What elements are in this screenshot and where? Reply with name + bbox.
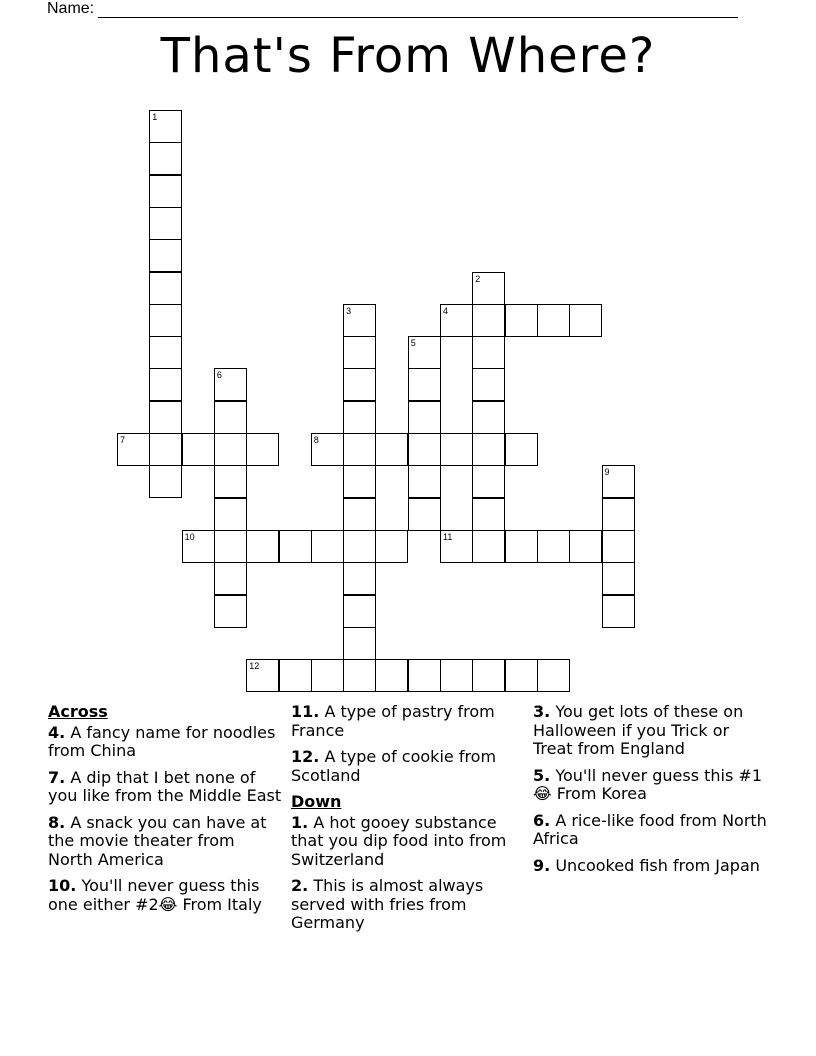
grid-cell[interactable]	[343, 304, 376, 337]
grid-cell[interactable]	[343, 336, 376, 369]
clue-number: 8.	[48, 812, 66, 832]
grid-cell[interactable]	[149, 175, 182, 208]
grid-cell[interactable]	[149, 304, 182, 337]
grid-cell[interactable]	[343, 562, 376, 595]
grid-cell[interactable]	[472, 272, 505, 305]
grid-cell[interactable]	[375, 530, 408, 563]
clue-down-9	[533, 857, 773, 876]
grid-cell[interactable]	[472, 659, 505, 692]
clue-number-label: 5	[410, 338, 416, 349]
grid-cell[interactable]	[182, 433, 215, 466]
clue-number-label: 4	[443, 305, 449, 316]
grid-cell[interactable]	[408, 401, 441, 434]
grid-cell[interactable]	[149, 207, 182, 240]
grid-cell[interactable]	[343, 595, 376, 628]
grid-cell[interactable]	[149, 401, 182, 434]
grid-cell[interactable]	[408, 465, 441, 498]
clue-down-5	[533, 767, 773, 804]
clue-number-label: 3	[346, 305, 352, 316]
clue-number-label: 1	[152, 112, 158, 122]
clue-number: 10.	[48, 876, 77, 895]
grid-cell[interactable]	[214, 433, 247, 466]
grid-cell[interactable]	[149, 433, 182, 466]
grid-cell[interactable]	[472, 433, 505, 466]
clue-number: 11.	[291, 702, 320, 721]
clue-number: 12.	[291, 747, 320, 766]
clue-number-label: 10	[184, 531, 195, 542]
grid-cell[interactable]	[537, 659, 570, 692]
grid-cell[interactable]	[537, 530, 570, 563]
grid-cell[interactable]	[569, 530, 602, 563]
grid-cell[interactable]	[343, 498, 376, 531]
clue-number: 9.	[533, 855, 551, 875]
grid-cell[interactable]	[182, 530, 215, 563]
grid-cell[interactable]	[440, 530, 473, 563]
clue-text: A dip that I bet none of you like from the Middle East	[48, 767, 282, 805]
grid-cell[interactable]	[602, 562, 635, 595]
grid-cell[interactable]	[440, 659, 473, 692]
grid-cell[interactable]	[343, 659, 376, 692]
clue-text: A rice-like food from North Africa	[533, 810, 767, 848]
clue-number-label: 12	[249, 661, 260, 672]
clue-text: This is almost always served with fries from Germany	[291, 876, 484, 932]
grid-cell[interactable]	[505, 659, 538, 692]
clue-text: A hot gooey substance that you dip food into from Switzerland	[291, 812, 507, 869]
clue-number-label: 11	[443, 531, 453, 542]
clue-down-2	[291, 877, 526, 933]
grid-cell[interactable]	[472, 304, 505, 337]
grid-cell[interactable]	[214, 465, 247, 498]
clue-number: 5.	[533, 765, 551, 785]
grid-cell[interactable]	[343, 627, 376, 660]
grid-cell[interactable]	[408, 336, 441, 369]
grid-cell[interactable]	[375, 659, 408, 692]
clues-column-3	[533, 703, 773, 883]
grid-cell[interactable]	[149, 272, 182, 305]
grid-cell[interactable]	[505, 530, 538, 563]
grid-cell[interactable]	[537, 304, 570, 337]
clue-across-11	[291, 703, 526, 740]
grid-cell[interactable]	[149, 368, 182, 401]
clue-text: You'll never guess this #1😂 From Korea	[533, 765, 762, 803]
clue-text: A fancy name for noodles from China	[48, 722, 276, 760]
grid-cell[interactable]	[472, 368, 505, 401]
clue-down-3	[533, 703, 773, 759]
grid-cell[interactable]	[505, 433, 538, 466]
page-title: That's From Where?	[160, 28, 656, 84]
grid-cell[interactable]	[602, 465, 635, 498]
grid-cell[interactable]	[149, 336, 182, 369]
grid-cell[interactable]	[214, 530, 247, 563]
grid-cell[interactable]	[149, 465, 182, 498]
clue-number-label: 7	[120, 435, 126, 445]
grid-cell[interactable]	[246, 659, 279, 692]
clue-down-6	[533, 812, 773, 849]
clue-across-12	[291, 748, 526, 785]
grid-cell[interactable]	[311, 659, 344, 692]
clue-text: You'll never guess this one either #2😂 From Italy	[48, 876, 262, 914]
grid-cell[interactable]	[602, 530, 635, 563]
grid-cell[interactable]	[343, 530, 376, 563]
clue-number-label: 9	[604, 467, 610, 478]
grid-cell[interactable]	[149, 239, 182, 272]
grid-cell[interactable]	[569, 304, 602, 337]
grid-cell[interactable]	[408, 659, 441, 692]
clue-across-8	[48, 814, 283, 870]
grid-cell[interactable]	[311, 433, 344, 466]
grid-cell[interactable]	[343, 368, 376, 401]
clue-text: You get lots of these on Halloween if you Trick or Treat from England	[533, 702, 744, 758]
grid-cell[interactable]	[505, 304, 538, 337]
clue-number-label: 8	[313, 435, 319, 445]
grid-cell[interactable]	[408, 433, 441, 466]
clues-column-1	[48, 703, 283, 922]
clue-number: 2.	[291, 876, 309, 895]
grid-cell[interactable]	[214, 595, 247, 628]
grid-cell[interactable]	[279, 530, 312, 563]
clue-text: A snack you can have at the movie theater from North America	[48, 812, 267, 869]
clue-across-4	[48, 724, 283, 761]
clue-across-10	[48, 877, 283, 914]
grid-cell[interactable]	[246, 530, 279, 563]
across-heading: Across	[48, 702, 108, 721]
grid-cell[interactable]	[343, 401, 376, 434]
clue-number-label: 6	[216, 370, 222, 381]
grid-cell[interactable]	[214, 368, 247, 401]
grid-cell[interactable]	[472, 336, 505, 369]
clue-down-1	[291, 814, 526, 870]
grid-cell[interactable]	[472, 401, 505, 434]
grid-cell[interactable]	[246, 433, 279, 466]
grid-cell[interactable]	[214, 401, 247, 434]
grid-cell[interactable]	[472, 465, 505, 498]
clue-number: 6.	[533, 810, 551, 830]
clue-number: 1.	[291, 812, 309, 832]
grid-cell[interactable]	[214, 562, 247, 595]
grid-cell[interactable]	[343, 433, 376, 466]
grid-cell[interactable]	[440, 433, 473, 466]
grid-cell[interactable]	[472, 530, 505, 563]
grid-cell[interactable]	[375, 433, 408, 466]
down-heading: Down	[291, 792, 342, 811]
grid-cell[interactable]	[602, 498, 635, 531]
grid-cell[interactable]	[472, 498, 505, 531]
grid-cell[interactable]	[279, 659, 312, 692]
grid-cell[interactable]	[214, 498, 247, 531]
grid-cell[interactable]	[408, 498, 441, 531]
name-label: Name:	[47, 0, 95, 17]
clue-text: Uncooked fish from Japan	[555, 855, 760, 875]
grid-cell[interactable]	[149, 142, 182, 175]
clues-column-2	[291, 703, 526, 941]
grid-cell[interactable]	[602, 595, 635, 628]
grid-cell[interactable]	[440, 304, 473, 337]
grid-cell[interactable]	[343, 465, 376, 498]
clue-number-label: 2	[475, 273, 481, 284]
grid-cell[interactable]	[311, 530, 344, 563]
grid-cell[interactable]	[117, 433, 150, 466]
clue-number: 4.	[48, 722, 66, 742]
clue-text: A type of pastry from France	[291, 702, 495, 740]
clue-text: A type of cookie from Scotland	[291, 747, 497, 785]
clue-number: 3.	[533, 702, 551, 721]
grid-cell[interactable]	[149, 110, 182, 143]
grid-cell[interactable]	[408, 368, 441, 401]
clue-number: 7.	[48, 767, 66, 787]
clue-across-7	[48, 769, 283, 806]
